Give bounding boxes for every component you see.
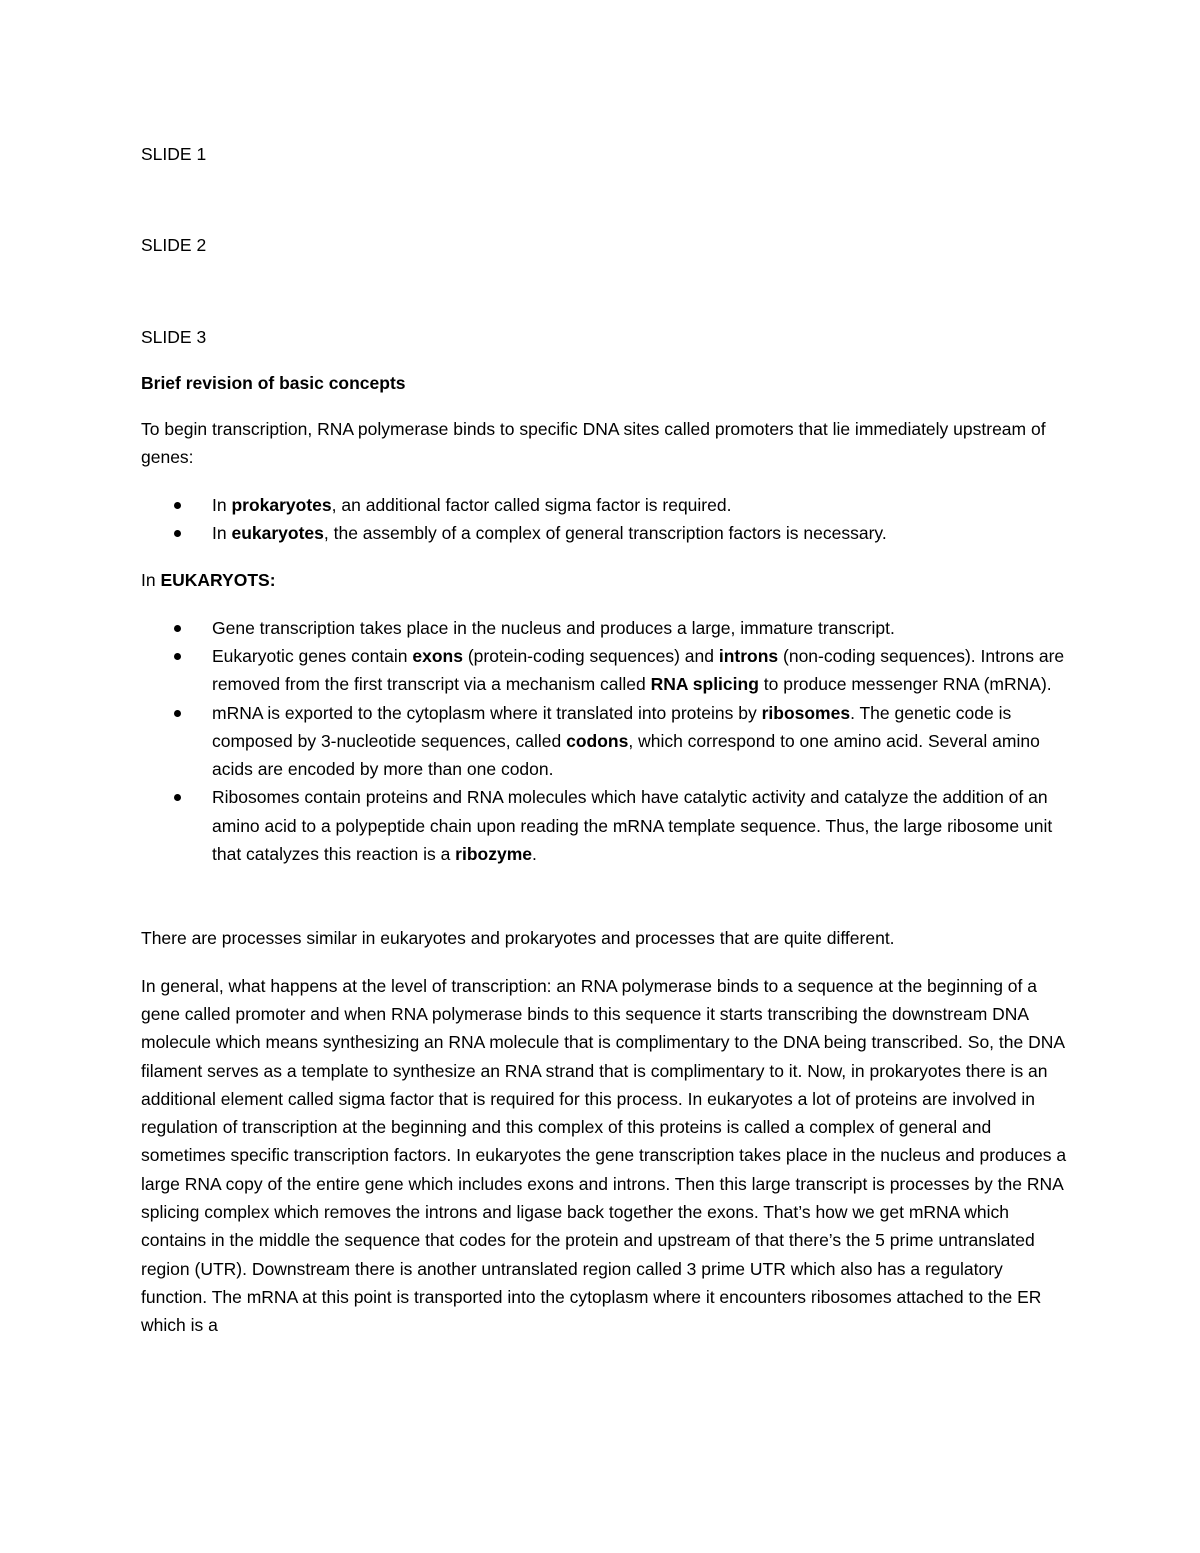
organism-list bbox=[141, 491, 1070, 548]
slide-3-label: SLIDE 3 bbox=[141, 326, 207, 347]
body-paragraph-2: In general, what happens at the level of transcription: an RNA polymerase binds to a sequence at the beginning of a gene called promoter and when RNA polymerase binds to this sequence it starts transcribing the downstream DNA molecule which means synthesizing an RNA molecule that is complimentary to the DNA being transcribed. So, the DNA filament serves as a template to synthesize an RNA strand that is complimentary to it. Now, in prokaryotes there is an additional element called sigma factor that is required for this process. In eukaryotes a lot of proteins are involved in regulation of transcription at the beginning and this complex of this proteins is called a complex of general and sometimes specific transcription factors. In eukaryotes the gene transcription takes place in the nucleus and produces a large RNA copy of the entire gene which includes exons and introns. Then this large transcript is processes by the RNA splicing complex which removes the introns and ligase back together the exons. That’s how we get mRNA which contains in the middle the sequence that codes for the protein and upstream of that there’s the 5 prime untranslated region (UTR). Downstream there is another untranslated region called 3 prime UTR which also has a regulatory function. The mRNA at this point is transported into the cytoplasm where it encounters ribosomes attached to the ER which is a bbox=[141, 975, 1067, 1336]
list-item: Ribosomes contain proteins and RNA molecules which have catalytic activity and catalyze the addition of an amino acid to a polypeptide chain upon reading the mRNA template sequence. Thus, the large ribosome unit that catalyzes this reaction is a ribozyme. bbox=[141, 783, 1070, 868]
list-item: In eukaryotes, the assembly of a complex of general transcription factors is necessary. bbox=[141, 519, 1070, 547]
slide-1-label: SLIDE 1 bbox=[141, 144, 207, 164]
eukaryots-label: In EUKARYOTS: bbox=[141, 570, 276, 591]
list-item: Eukaryotic genes contain exons (protein-coding sequences) and introns (non-coding sequences). Introns are removed from the first transcript via a mechanism called RNA splicing to produce messenger RNA (mRNA). bbox=[141, 642, 1070, 699]
section-heading: Brief revision of basic concepts bbox=[141, 372, 406, 393]
slide-2-label: SLIDE 2 bbox=[141, 235, 207, 256]
eukaryote-list bbox=[141, 614, 1070, 869]
list-item: mRNA is exported to the cytoplasm where it translated into proteins by ribosomes. The genetic code is composed by 3-nucleotide sequences, called codons, which correspond to one amino acid. Several amino acids are encoded by more than one codon. bbox=[141, 699, 1070, 784]
list-item: Gene transcription takes place in the nucleus and produces a large, immature transcript. bbox=[141, 614, 1070, 642]
body-paragraph-1: There are processes similar in eukaryotes and prokaryotes and processes that are quite different. bbox=[141, 928, 895, 949]
list-item: In prokaryotes, an additional factor called sigma factor is required. bbox=[141, 491, 1070, 519]
intro-paragraph: To begin transcription, RNA polymerase binds to specific DNA sites called promoters that lie immediately upstream of genes: bbox=[141, 419, 1046, 468]
